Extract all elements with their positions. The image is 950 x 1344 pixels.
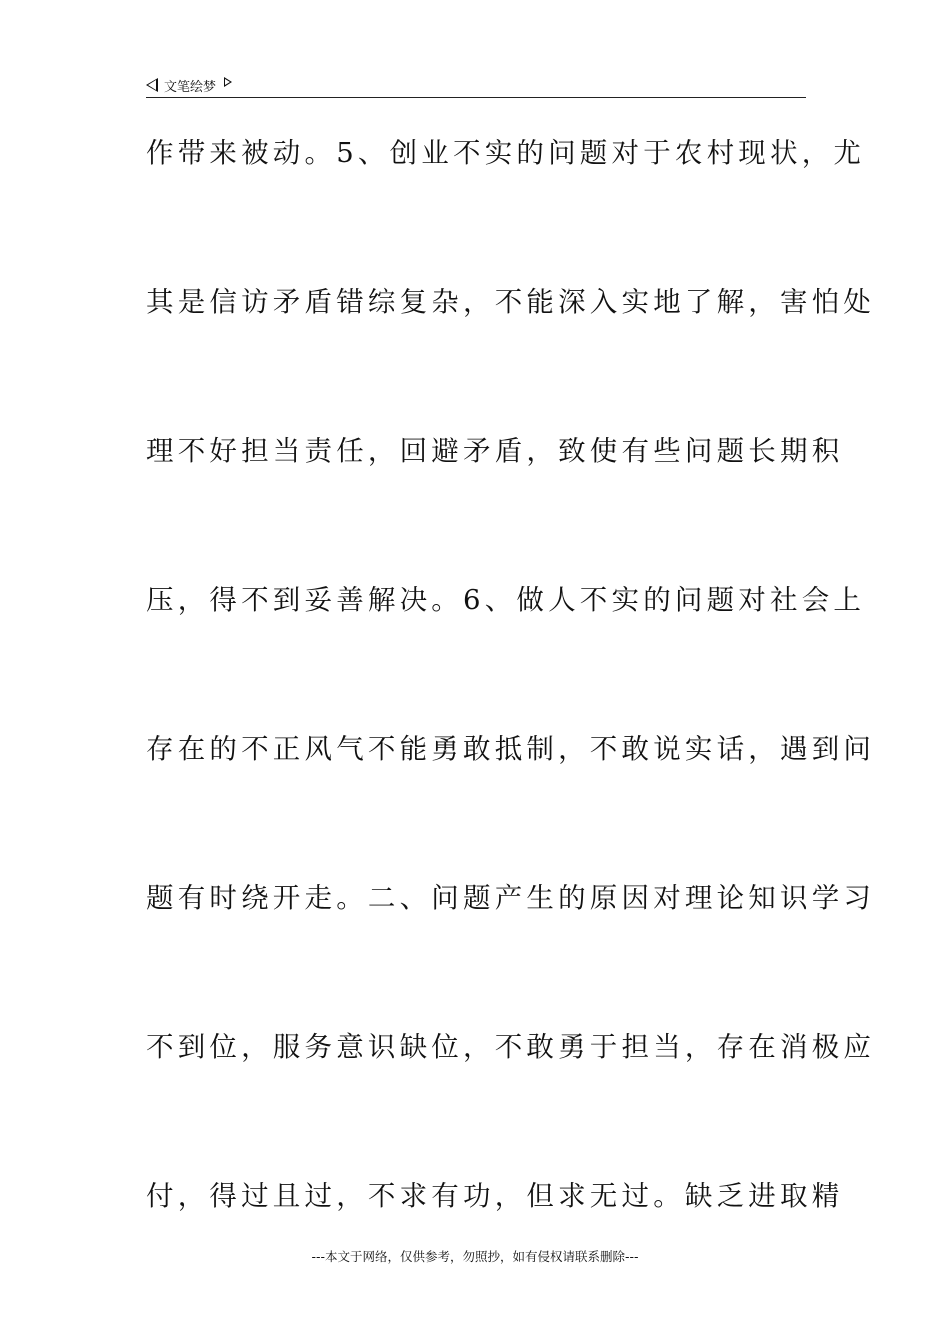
body-line-1: 作带来被动。5、创业不实的问题对于农村现状，尤 (146, 137, 866, 169)
body-line-3: 理不好担当责任，回避矛盾，致使有些问题长期积 (146, 435, 844, 467)
header-divider (146, 97, 806, 98)
document-body (146, 128, 876, 1320)
body-line-6: 题有时绕开走。二、问题产生的原因对理论知识学习 (146, 882, 876, 914)
body-line-5: 存在的不正风气不能勇敢抵制，不敢说实话，遇到问 (146, 733, 876, 765)
page-header (146, 74, 806, 96)
body-line-4: 压，得不到妥善解决。6、做人不实的问题对社会上 (146, 584, 866, 616)
body-line-8: 付，得过且过，不求有功，但求无过。缺乏进取精 (146, 1180, 844, 1212)
body-line-7: 不到位，服务意识缺位，不敢勇于担当，存在消极应 (146, 1031, 876, 1063)
triangle-left-icon (146, 78, 158, 92)
header-title: 文笔绘梦 (164, 79, 217, 95)
body-line-2: 其是信访矛盾错综复杂，不能深入实地了解，害怕处 (146, 286, 876, 318)
triangle-right-icon (224, 77, 232, 87)
page-footer: ---本文于网络，仅供参考，勿照抄，如有侵权请联系删除--- (311, 1249, 639, 1264)
